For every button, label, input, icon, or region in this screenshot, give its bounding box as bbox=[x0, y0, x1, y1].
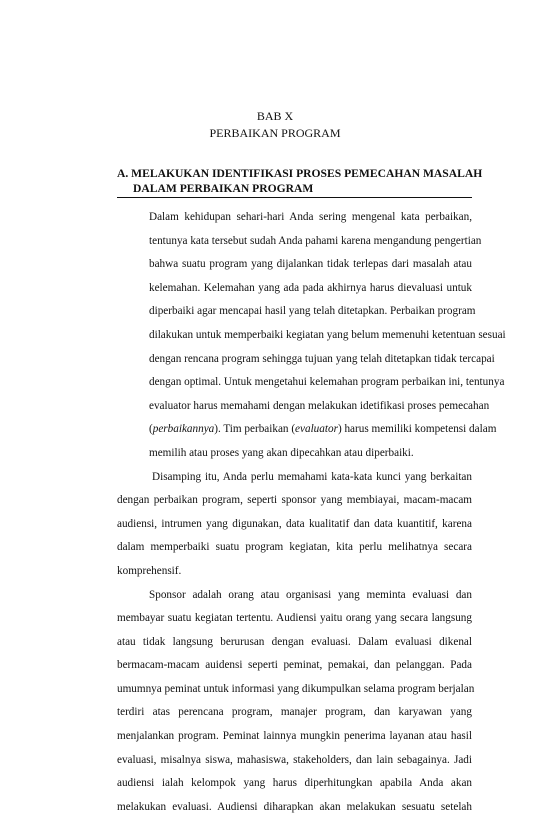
paragraph-3 bbox=[117, 584, 472, 819]
text-line: bermacam-macam auidensi seperti peminat, pemakai, dan pelanggan. Pada bbox=[117, 654, 472, 678]
body-text bbox=[117, 206, 472, 819]
text-line: membayar suatu kegiatan tertentu. Audiensi yaitu orang yang secara langsung bbox=[117, 607, 472, 631]
text-line: audiensi ialah kelompok yang harus diperhitungkan apabila Anda akan bbox=[117, 772, 472, 796]
text-line: bahwa suatu program yang dijalankan tidak terlepas dari masalah atau bbox=[117, 253, 472, 277]
text-line: umumnya peminat untuk informasi yang dikumpulkan selama program berjalan bbox=[117, 678, 472, 702]
paragraph-1 bbox=[117, 206, 472, 466]
text-fragment: ( bbox=[149, 423, 153, 435]
text-line: komprehensif. bbox=[117, 560, 472, 584]
paragraph-2 bbox=[117, 466, 472, 584]
text-line-with-italics bbox=[117, 418, 472, 442]
text-line: audiensi, intrumen yang digunakan, data kualitatif dan data kuantitif, karena bbox=[117, 513, 472, 537]
text-line: memilih atau proses yang akan dipecahkan atau diperbaiki. bbox=[117, 442, 472, 466]
text-fragment: ). Tim perbaikan ( bbox=[214, 423, 295, 435]
section-title-line2: DALAM PERBAIKAN PROGRAM bbox=[117, 181, 472, 196]
chapter-title: PERBAIKAN PROGRAM bbox=[0, 125, 550, 142]
text-line: evaluasi, misalnya siswa, mahasiswa, stakeholders, dan lain sebagainya. Jadi bbox=[117, 749, 472, 773]
text-line: dilakukan untuk memperbaiki kegiatan yang belum memenuhi ketentuan sesuai bbox=[117, 324, 472, 348]
section-heading bbox=[117, 166, 472, 198]
text-line: tentunya kata tersebut sudah Anda pahami karena mengandung pengertian bbox=[117, 230, 472, 254]
text-line: menjalankan program. Peminat lainnya mungkin penerima layanan atau hasil bbox=[117, 725, 472, 749]
text-line: Sponsor adalah orang atau organisasi yang meminta evaluasi dan bbox=[117, 584, 472, 608]
text-line: dengan rencana program sehingga tujuan yang telah ditetapkan tidak tercapai bbox=[117, 348, 472, 372]
text-line: dengan perbaikan program, seperti sponsor yang membiayai, macam-macam bbox=[117, 489, 472, 513]
italic-term-perbaikannya: perbaikannya bbox=[153, 423, 215, 435]
text-fragment: ) harus memiliki kompetensi dalam bbox=[338, 423, 496, 435]
chapter-number: BAB X bbox=[0, 108, 550, 125]
text-line: terdiri atas perencana program, manajer program, dan karyawan yang bbox=[117, 701, 472, 725]
italic-term-evaluator: evaluator bbox=[295, 423, 338, 435]
text-line: kelemahan. Kelemahan yang ada pada akhirnya harus dievaluasi untuk bbox=[117, 277, 472, 301]
text-line: dalam memperbaiki suatu program kegiatan, kita perlu melihatnya secara bbox=[117, 536, 472, 560]
text-line: atau tidak langsung berurusan dengan evaluasi. Dalam evaluasi dikenal bbox=[117, 631, 472, 655]
section-title-line1: A. MELAKUKAN IDENTIFIKASI PROSES PEMECAHAN MASALAH bbox=[117, 166, 472, 181]
text-line: evaluator harus memahami dengan melakukan idetifikasi proses pemecahan bbox=[117, 395, 472, 419]
text-line: Disamping itu, Anda perlu memahami kata-kata kunci yang berkaitan bbox=[117, 466, 472, 490]
text-line: melakukan evaluasi. Audiensi diharapkan akan melakukan sesuatu setelah bbox=[117, 796, 472, 819]
text-line: dengan optimal. Untuk mengetahui kelemahan program perbaikan ini, tentunya bbox=[117, 371, 472, 395]
text-line: diperbaiki agar mencapai hasil yang telah ditetapkan. Perbaikan program bbox=[117, 300, 472, 324]
chapter-heading bbox=[0, 108, 550, 142]
text-line: Dalam kehidupan sehari-hari Anda sering mengenal kata perbaikan, bbox=[117, 206, 472, 230]
